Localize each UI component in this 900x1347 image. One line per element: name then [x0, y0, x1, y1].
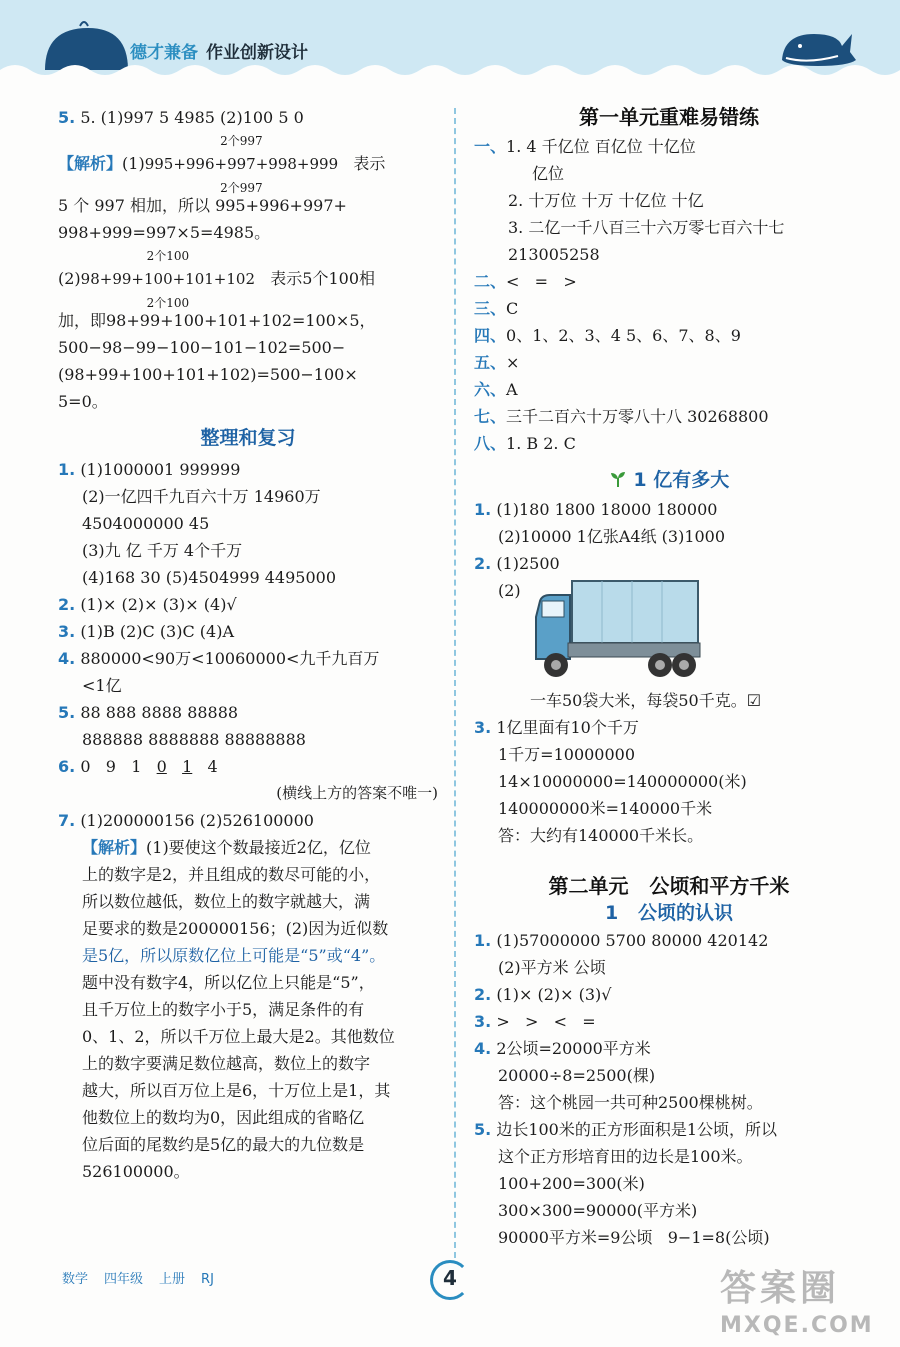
answer-line: <1亿	[82, 676, 122, 695]
cn-number: 五、	[474, 353, 507, 372]
explanation-tag: 【解析】	[82, 838, 147, 857]
explanation-line	[58, 834, 438, 861]
q-number: 2.	[474, 554, 492, 573]
answer-text: 5. (1)997 5 4985 (2)100 5 0	[80, 108, 304, 127]
brace-label-top: 2个100	[146, 249, 190, 263]
watermark-cn: 答案圈	[720, 1268, 841, 1309]
underlined-digit: 0	[156, 757, 167, 776]
answer-line	[474, 981, 864, 1008]
q-number: 1.	[474, 500, 492, 519]
note: (横线上方的答案不唯一)	[276, 784, 438, 802]
answer-line	[58, 104, 438, 131]
answer-text: (1)× (2)× (3)√	[496, 985, 612, 1004]
section-title	[474, 467, 864, 494]
brace-label-bottom: 2个997	[220, 181, 263, 195]
answer-line: 20000÷8=2500(棵)	[498, 1066, 656, 1085]
answer-text: (1)57000000 5700 80000 420142	[496, 931, 769, 950]
footer-term: 上册	[159, 1272, 186, 1287]
page-number	[430, 1260, 470, 1296]
watermark	[720, 1260, 874, 1338]
q-number: 4.	[474, 1039, 492, 1058]
answer-line	[474, 1035, 864, 1062]
answer-line: 一车50袋大米，每袋50千克。☑	[530, 691, 762, 710]
answer-text: (1)180 1800 18000 180000	[496, 500, 718, 519]
section-title-text: 1 亿有多大	[633, 469, 730, 491]
brace-expression-text: 995+996+997+998+999	[144, 155, 339, 173]
answer-line: 888888 8888888 88888888	[82, 730, 306, 749]
brace-expression	[144, 134, 339, 195]
brace-expression	[80, 249, 256, 310]
explanation-line: 加，即98+99+100+101+102=100×5，	[58, 311, 376, 330]
answer-line: 4504000000 45	[82, 514, 210, 533]
answer-line: 这个正方形培育田的边长是100米。	[498, 1147, 753, 1166]
explanation-line	[58, 134, 438, 195]
q-number: 4.	[58, 649, 76, 668]
footer-subject: 数学	[62, 1272, 89, 1287]
explanation-line	[58, 249, 438, 310]
text: (1)	[122, 154, 145, 173]
answer-line: (2)平方米 公顷	[498, 958, 606, 977]
explanation-line: 足要求的数是200000156；(2)因为近似数	[82, 919, 389, 938]
answer-line	[58, 645, 438, 672]
answer-text: 1. 4 千亿位 百亿位 十亿位	[506, 137, 696, 156]
q-number: 7.	[58, 811, 76, 830]
answer-line: 3. 二亿一千八百三十六万零七百六十七	[508, 218, 785, 237]
text: 表示5个100相	[270, 269, 376, 288]
answer-line	[474, 295, 864, 322]
answer-text: 0、1、2、3、4 5、6、7、8、9	[506, 326, 741, 345]
brand-name: 德才兼备	[130, 43, 198, 63]
answer-text: 1. B 2. C	[506, 434, 576, 453]
page-footer	[62, 1268, 230, 1287]
explanation-line: 上的数字是2，并且组成的数尽可能的小，	[82, 865, 381, 884]
answer-line	[474, 496, 864, 523]
page-number-text: 4	[443, 1266, 457, 1290]
explanation-line: 5=0。	[58, 392, 108, 411]
explanation-line: 500−98−99−100−101−102=500−	[58, 338, 346, 357]
underlined-digit: 1	[182, 757, 193, 776]
answer-line: (2)10000 1亿张A4纸 (3)1000	[498, 527, 726, 546]
left-column	[58, 104, 438, 1185]
unit-title: 第二单元 公顷和平方千米	[548, 874, 790, 898]
answer-line	[474, 403, 864, 430]
q-number: 2.	[58, 595, 76, 614]
answer-line	[58, 807, 438, 834]
brand-subtitle: 作业创新设计	[206, 43, 308, 63]
answer-line	[474, 550, 864, 577]
explanation-line: 是5亿，所以原数亿位上可能是“5”或“4”。	[82, 946, 386, 965]
q-number: 3.	[474, 718, 492, 737]
section-title: 整理和复习	[200, 427, 296, 449]
answer-line	[474, 268, 864, 295]
explanation-line: 越大，所以百万位上是6，十万位上是1，其	[82, 1081, 391, 1100]
answer-line	[474, 927, 864, 954]
answer-line: 213005258	[508, 245, 600, 264]
text: (1)要使这个数最接近2亿，亿位	[146, 838, 371, 857]
answer-text: A	[506, 380, 518, 399]
answer-line	[58, 618, 438, 645]
answer-line	[58, 591, 438, 618]
text: (2)	[58, 269, 81, 288]
answer-line	[474, 349, 864, 376]
brace-expression-text: 98+99+100+101+102	[80, 270, 256, 288]
footer-grade: 四年级	[104, 1272, 144, 1287]
cn-number: 四、	[474, 326, 507, 345]
text: 表示	[353, 154, 386, 173]
column-divider	[454, 108, 456, 1258]
answer-line: 2. 十万位 十万 十亿位 十亿	[508, 191, 704, 210]
answer-text: (1)2500	[496, 554, 560, 573]
answer-text: 2公顷=20000平方米	[496, 1039, 651, 1058]
spacer-text	[167, 757, 182, 776]
answer-text: 三千二百六十万零八十八 30268800	[506, 407, 769, 426]
answer-text: < = >	[506, 272, 577, 291]
q-number: 3.	[58, 622, 76, 641]
page-header	[0, 0, 900, 78]
answer-text: (1)B (2)C (3)C (4)A	[80, 622, 235, 641]
answer-line: 14×10000000=140000000(米)	[498, 772, 747, 791]
q-number: 5.	[58, 703, 76, 722]
answer-text: 4	[192, 757, 218, 776]
cn-number: 一、	[474, 137, 507, 156]
explanation-line: 0、1、2，所以千万位上最大是2。其他数位	[82, 1027, 395, 1046]
explanation-tag: 【解析】	[58, 154, 123, 173]
answer-line: 答：这个桃园一共可种2500棵桃树。	[498, 1093, 763, 1112]
answer-line: 1千万=10000000	[498, 745, 636, 764]
cn-number: 八、	[474, 434, 507, 453]
answer-line	[58, 456, 438, 483]
explanation-line: (98+99+100+101+102)=500−100×	[58, 365, 358, 384]
answer-line: 140000000米=140000千米	[498, 799, 713, 818]
sprout-icon	[609, 470, 627, 488]
answer-line	[474, 133, 864, 160]
answer-line	[474, 430, 864, 457]
answer-text: 边长100米的正方形面积是1公顷，所以	[496, 1120, 778, 1139]
answer-text: (1)× (2)× (3)× (4)√	[80, 595, 237, 614]
answer-text: ×	[506, 353, 520, 372]
answer-text: 880000<90万<10060000<九千九百万	[80, 649, 380, 668]
answer-line: 100+200=300(米)	[498, 1174, 645, 1193]
answer-line	[474, 1116, 864, 1143]
answer-text: (1)200000156 (2)526100000	[80, 811, 314, 830]
brace-label-bottom: 2个100	[146, 296, 190, 310]
answer-line: 90000平方米=9公顷 9−1=8(公顷)	[498, 1228, 770, 1247]
answer-line	[58, 753, 438, 780]
q-number: 3.	[474, 1012, 492, 1031]
cn-number: 三、	[474, 299, 507, 318]
answer-text: (2)	[498, 581, 521, 600]
explanation-line: 且千万位上的数字小于5，满足条件的有	[82, 1000, 365, 1019]
explanation-line: 上的数字要满足数位越高，数位上的数字	[82, 1054, 371, 1073]
answer-line	[474, 577, 864, 687]
q-number: 5.	[474, 1120, 492, 1139]
q-number: 5.	[58, 108, 76, 127]
answer-text: 88 888 8888 88888	[80, 703, 239, 722]
section-title: 1 公顷的认识	[604, 902, 734, 924]
q-number: 1.	[58, 460, 76, 479]
explanation-line: 所以数位越低，数位上的数字就越大，满	[82, 892, 371, 911]
answer-line: (3)九 亿 千万 4个千万	[82, 541, 243, 560]
answer-line: 亿位	[532, 164, 565, 183]
answer-line: 300×300=90000(平方米)	[498, 1201, 698, 1220]
cn-number: 六、	[474, 380, 507, 399]
page-number-ring	[430, 1260, 470, 1300]
explanation-line: 5 个 997 相加，所以 995+996+997+	[58, 196, 347, 215]
explanation-line: 位后面的尾数约是5亿的最大的九位数是	[82, 1135, 365, 1154]
cn-number: 七、	[474, 407, 507, 426]
answer-text: > > < =	[496, 1012, 596, 1031]
explanation-line: 526100000。	[82, 1162, 190, 1181]
answer-text: (1)1000001 999999	[80, 460, 241, 479]
answer-line: (2)一亿四千九百六十万 14960万	[82, 487, 321, 506]
answer-line	[474, 714, 864, 741]
answer-text: C	[506, 299, 519, 318]
answer-text: 1亿里面有10个千万	[496, 718, 639, 737]
header-wave	[0, 58, 900, 78]
q-number: 2.	[474, 985, 492, 1004]
cn-number: 二、	[474, 272, 507, 291]
answer-line	[474, 1008, 864, 1035]
explanation-line: 题中没有数字4，所以亿位上只能是“5”，	[82, 973, 375, 992]
q-number: 6.	[58, 757, 76, 776]
section-title: 第一单元重难易错练	[579, 105, 759, 129]
explanation-line: 998+999=997×5=4985。	[58, 223, 271, 242]
footer-edition: RJ	[201, 1272, 214, 1287]
answer-text: 0 9 1	[80, 757, 157, 776]
q-number: 1.	[474, 931, 492, 950]
answer-line	[58, 699, 438, 726]
answer-line	[474, 376, 864, 403]
explanation-line: 他数位上的数均为0，因此组成的省略亿	[82, 1108, 365, 1127]
answer-line	[474, 322, 864, 349]
right-column	[474, 104, 864, 1251]
brace-label-top: 2个997	[220, 134, 263, 148]
answer-line: (4)168 30 (5)4504999 4495000	[82, 568, 336, 587]
answer-line: 答：大约有140000千米长。	[498, 826, 704, 845]
watermark-url: MXQE.COM	[720, 1313, 874, 1338]
truck-icon	[532, 577, 702, 685]
